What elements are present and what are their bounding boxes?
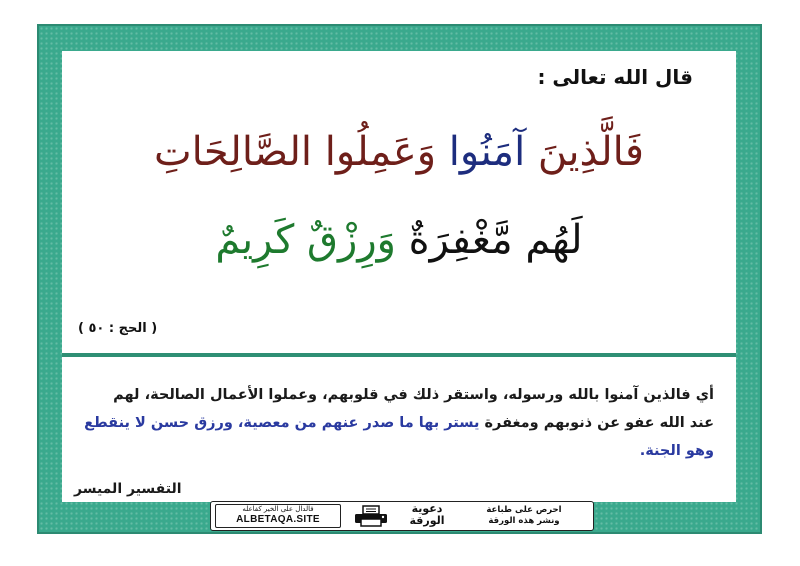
footer-bar — [210, 501, 594, 531]
verse-word: فَالَّذِينَ — [537, 129, 644, 175]
verse-word: وَعَمِلُوا الصَّالِحَاتِ — [154, 129, 437, 175]
logo — [401, 503, 453, 529]
verse-word: لَهُم مَّغْفِرَةٌ — [408, 217, 583, 263]
verse-word: آمَنُوا — [448, 129, 526, 175]
site-url[interactable]: ALBETAQA.SITE — [236, 514, 320, 525]
verse-line-1 — [62, 129, 736, 175]
tafsir-highlight: يستر بها ما صدر عنهم من معصية، ورزق — [194, 415, 480, 431]
tafsir-text: لهم عند الله عفو عن ذنوبهم ومغفرة — [113, 387, 714, 431]
print-note-line: ونشر هذه الورقة — [488, 516, 560, 526]
verse-line-2 — [62, 217, 736, 263]
verse-reference: ( الحج : ٥٠ ) — [78, 321, 158, 336]
logo-line: دعوية — [411, 502, 443, 515]
verse-word: وَرِزْقٌ — [306, 217, 396, 263]
tafsir-paragraph — [84, 381, 714, 465]
site-badge[interactable] — [215, 504, 341, 528]
tafsir-highlight: حسن لا ينقطع وهو الجنة. — [84, 415, 714, 459]
tafsir-source: التفسير الميسر — [74, 481, 182, 497]
printer-icon — [349, 505, 393, 527]
content-card — [62, 51, 736, 502]
intro-text: قال الله تعالى : — [537, 65, 693, 89]
verse-word: كَرِيمٌ — [215, 217, 295, 263]
site-tagline: فالدال على الخير كفاعله — [242, 505, 314, 513]
logo-line: الورقة — [409, 514, 445, 527]
print-note-line: احرص على طباعة — [486, 505, 562, 515]
tafsir-text: أي فالذين آمنوا بالله ورسوله، واستقر ذلك في قلوبهم، وعملوا الأعمال الصالحة، — [144, 387, 714, 403]
print-note — [463, 505, 585, 527]
divider — [62, 353, 736, 357]
